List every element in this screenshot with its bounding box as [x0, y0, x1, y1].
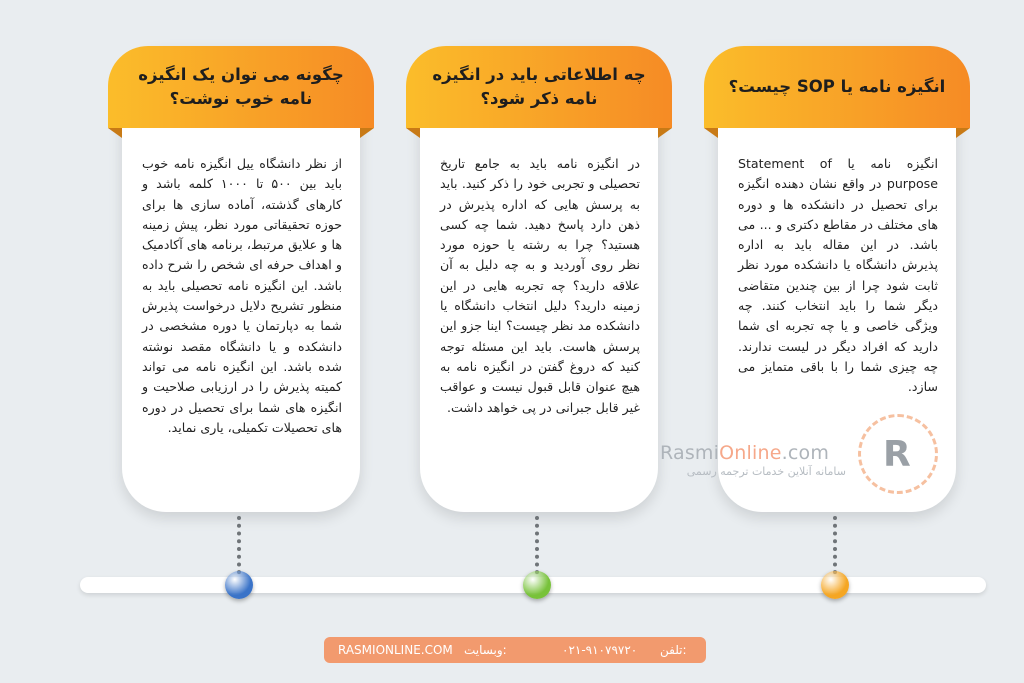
footer-contact-bar [324, 637, 706, 663]
card-writing-guide [122, 46, 360, 512]
timeline-node-green [523, 571, 551, 599]
card-title: چگونه می توان یک انگیزه نامه خوب نوشت؟ [138, 65, 344, 108]
card-header [704, 46, 970, 128]
timeline-node-blue [225, 571, 253, 599]
card-title: چه اطلاعاتی باید در انگیزه نامه ذکر شود؟ [432, 65, 646, 108]
timeline-node-orange [821, 571, 849, 599]
brand-name: RasmiOnline.com [660, 442, 830, 464]
card-header [108, 46, 374, 128]
footer-website-label: وبسایت: [464, 643, 507, 657]
logo-letter-icon: R [883, 434, 911, 475]
footer-phone[interactable]: ۰۲۱-۹۱۰۷۹۷۲۰ [562, 643, 638, 657]
card-body-text: از نظر دانشگاه ییل انگیزه نامه خوب باید بین ۵۰۰ تا ۱۰۰۰ کلمه باشد و کارهای گذشته، آماده سازی ها برای حوزه تحقیقاتی مورد نظر، پیش زمینه ها و علایق مرتبط، برنامه های آکادمیک و اهداف حرفه ای شخص را شرح داده باشد. این انگیزه نامه تحصیلی باید به منظور تشریح دلایل درخواست پذیرش شما به دپارتمان یا دوره مشخصی در دانشکده و یا دانشگاه مقصد نوشته شده باشد. این انگیزه نامه می تواند کمیته پذیرش را در ارزیابی صلاحیت و انگیزه های شما برای تحصیل در دوره های تحصیلات تکمیلی، یاری نماید. [142, 156, 343, 435]
card-header [406, 46, 672, 128]
brand-tagline: سامانه آنلاین خدمات ترجمه رسمی [686, 465, 846, 478]
footer-phone-label: تلفن: [660, 643, 687, 657]
card-body-text: انگیزه نامه یا Statement of purpose در واقع نشان دهنده انگیزه برای تحصیل در دانشکده ها و دوره های مختلف در مقاطع دکتری و ... می باشد. در این مقاله باید به اداره پذیرش دانشگاه یا دانشکده مورد نظر ثابت شود چرا از بین چندین متقاضی دیگر شما را باید انتخاب کنند. چه ویژگی خاصی و یا چه تجربه ای شما دارید که افراد دیگر در لیست ندارند. چه چیزی شما را با باقی متمایز می سازد. [738, 156, 938, 395]
footer-website[interactable]: RASMIONLINE.COM [338, 643, 453, 657]
card-body-text: در انگیزه نامه باید به جامع تاریخ تحصیلی و تجربی خود را ذکر کنید. باید به پرسش هایی که اداره پذیرش در ذهن دارد پاسخ دهید. شما چه کسی هستید؟ چرا به رشته یا حوزه مورد نظر روی آوردید و به چه دلیل به آن علاقه دارید؟ چه تجربه هایی در این زمینه دارید؟ دلیل انتخاب دانشگاه یا دانشکده مد نظر چیست؟ اینا جزو این پرسش هاست. باید این مسئله توجه کنید که دروغ گفتن در انگیزه نامه به هیچ عنوان قابل قبول نیست و عواقب غیر قابل جبرانی در پی خواهد داشت. [440, 156, 640, 415]
card-required-info [420, 46, 658, 512]
brand-logo [660, 442, 860, 478]
card-title: انگیزه نامه یا SOP چیست؟ [728, 77, 946, 96]
